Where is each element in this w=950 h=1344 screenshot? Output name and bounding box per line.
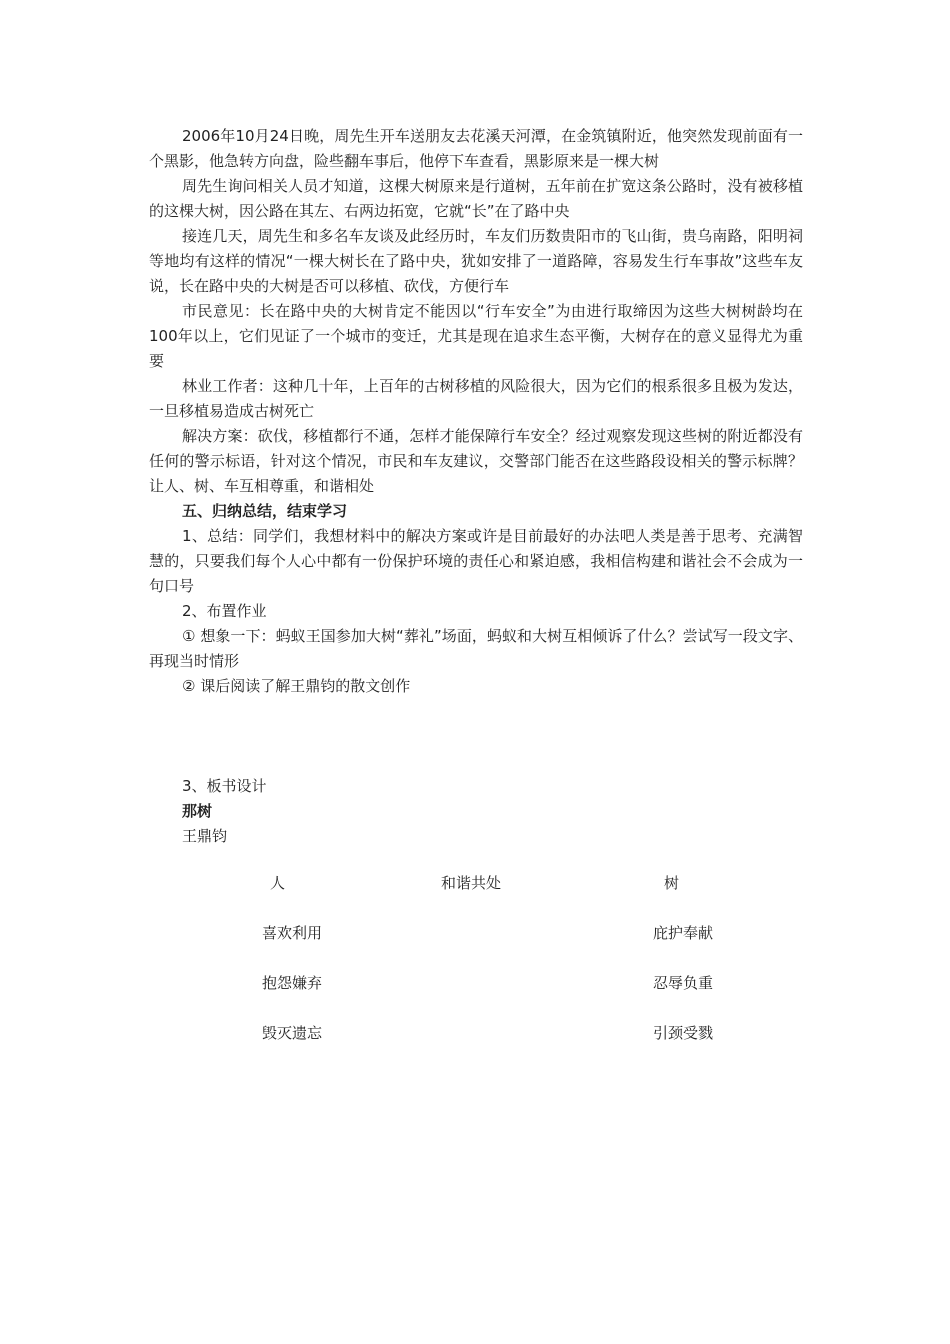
paragraph-inquiry: 周先生询问相关人员才知道，这棵大树原来是行道树，五年前在扩宽这条公路时，没有被移植的这棵大树，因公路在其左、右两边拓宽，它就“长”在了路中央 bbox=[149, 177, 803, 220]
board-heading: 3、板书设计 bbox=[182, 777, 267, 795]
board-people-item: 抱怨嫌弃 bbox=[262, 974, 323, 992]
board-people-item: 喜欢利用 bbox=[262, 924, 323, 942]
board-author: 王鼎钧 bbox=[182, 827, 228, 845]
document-body bbox=[149, 124, 803, 849]
board-header-tree: 树 bbox=[664, 874, 680, 892]
board-header-harmony: 和谐共处 bbox=[441, 874, 502, 892]
paragraph-solution: 解决方案：砍伐，移植都行不通，怎样才能保障行车安全？经过观察发现这些树的附近都没有任何的警示标语，针对这个情况，市民和车友建议，交警部门能否在这些路段设相关的警示标牌？让人、树、车互相尊重，和谐相处 bbox=[149, 427, 803, 495]
paragraph-drivers: 接连几天，周先生和多名车友谈及此经历时，车友们历数贵阳市的飞山街，贵乌南路，阳明祠等地均有这样的情况“一棵大树长在了路中央，犹如安排了一道路障，容易发生行车事故”这些车友说，长在路中央的大树是否可以移植、砍伐，方便行车 bbox=[149, 227, 803, 295]
board-header-people: 人 bbox=[270, 874, 286, 892]
board-tree-item: 庇护奉献 bbox=[653, 924, 714, 942]
board-title: 那树 bbox=[182, 802, 213, 820]
board-tree-item: 引颈受戮 bbox=[653, 1024, 714, 1042]
paragraph-summary: 1、总结：同学们，我想材料中的解决方案或许是目前最好的办法吧人类是善于思考、充满智慧的，只要我们每个人心中都有一份保护环境的责任心和紧迫感，我相信构建和谐社会不会成为一句口号 bbox=[149, 527, 803, 595]
board-people-item: 毁灭遗忘 bbox=[262, 1024, 323, 1042]
paragraph-incident: 2006年10月24日晚，周先生开车送朋友去花溪天河潭，在金筑镇附近，他突然发现前面有一个黑影，他急转方向盘，险些翻车事后，他停下车查看，黑影原来是一棵大树 bbox=[149, 127, 803, 170]
homework-heading: 2、布置作业 bbox=[182, 602, 267, 620]
homework-item-2: ② 课后阅读了解王鼎钧的散文创作 bbox=[182, 677, 411, 695]
section-heading: 五、归纳总结，结束学习 bbox=[182, 502, 348, 520]
paragraph-citizens: 市民意见：长在路中央的大树肯定不能因以“行车安全”为由进行取缔因为这些大树树龄均在100年以上，它们见证了一个城市的变迁，尤其是现在追求生态平衡，大树存在的意义显得尤为重要 bbox=[149, 302, 803, 370]
homework-item-1: ① 想象一下：蚂蚁王国参加大树“葬礼”场面，蚂蚁和大树互相倾诉了什么？尝试写一段文字、再现当时情形 bbox=[149, 627, 803, 670]
board-tree-item: 忍辱负重 bbox=[653, 974, 714, 992]
paragraph-forestry: 林业工作者：这种几十年，上百年的古树移植的风险很大，因为它们的根系很多且极为发达，一旦移植易造成古树死亡 bbox=[149, 377, 803, 420]
